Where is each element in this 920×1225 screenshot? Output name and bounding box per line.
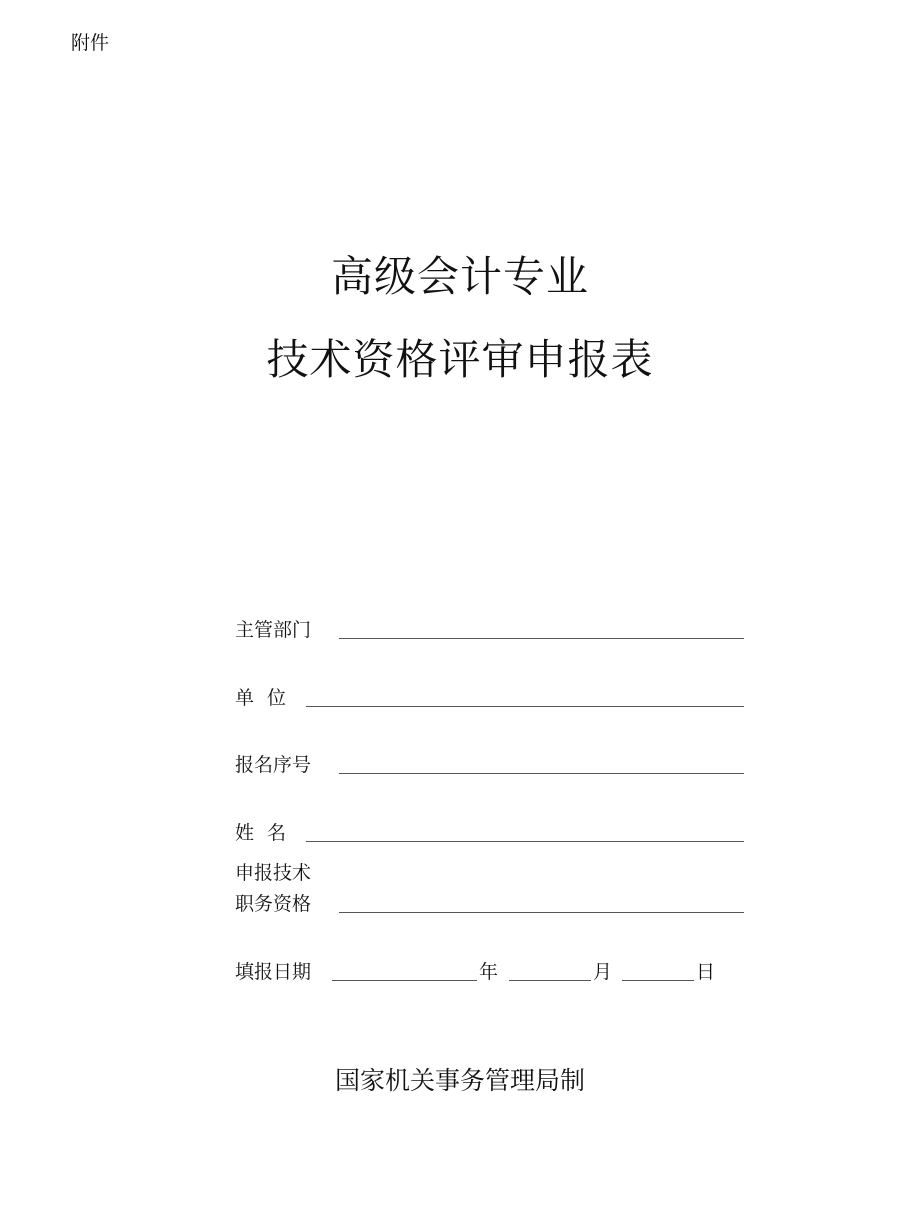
month-blank[interactable] <box>509 980 591 981</box>
name-label-char-1: 姓 <box>235 822 255 844</box>
name-label-char-2: 名 <box>267 822 287 844</box>
department-label: 主管部门 <box>235 619 312 641</box>
qualification-label-line-2: 职务资格 <box>235 893 312 915</box>
unit-blank[interactable] <box>306 706 744 707</box>
unit-label-char-2: 位 <box>267 687 287 709</box>
issuer-line: 国家机关事务管理局制 <box>334 1066 585 1095</box>
form-title-line-2: 技术资格评审申报表 <box>266 335 654 384</box>
fill-date-label: 填报日期 <box>235 961 312 983</box>
day-unit: 日 <box>696 961 716 983</box>
registration-no-blank[interactable] <box>339 773 744 774</box>
month-unit: 月 <box>593 961 613 983</box>
year-unit: 年 <box>479 961 499 983</box>
unit-label-char-1: 单 <box>235 687 255 709</box>
department-blank[interactable] <box>339 638 744 639</box>
name-blank[interactable] <box>306 841 744 842</box>
qualification-blank[interactable] <box>339 912 744 913</box>
day-blank[interactable] <box>622 980 694 981</box>
attachment-label: 附件 <box>71 32 110 54</box>
form-title-line-1: 高级会计专业 <box>330 252 589 301</box>
year-blank[interactable] <box>332 980 477 981</box>
registration-no-label: 报名序号 <box>235 754 312 776</box>
qualification-label-line-1: 申报技术 <box>235 862 312 884</box>
